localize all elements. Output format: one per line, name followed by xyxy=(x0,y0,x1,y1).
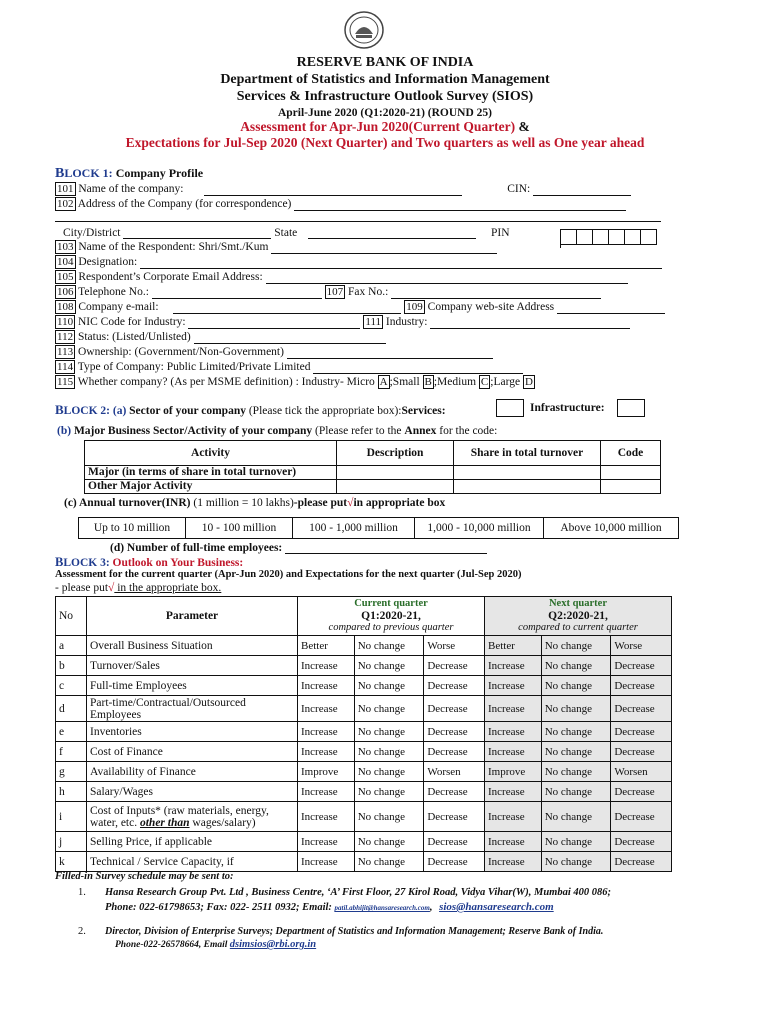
next-quarter-header xyxy=(484,597,671,636)
cur-option-1[interactable]: Increase xyxy=(298,696,355,722)
num-108: 108 xyxy=(57,301,74,313)
row-parameter xyxy=(87,636,298,656)
employees-field[interactable] xyxy=(285,541,487,554)
turnover-opt-1[interactable]: Up to 10 million xyxy=(79,518,186,539)
parameter-text: Cost of Inputs* (raw materials, energy, water, etc. xyxy=(90,804,269,829)
annex-label: Annex xyxy=(404,425,437,437)
next-option-1[interactable]: Increase xyxy=(484,832,541,852)
label-106: Telephone No.: xyxy=(78,286,149,298)
next-option-3[interactable]: Decrease xyxy=(611,782,672,802)
outlook-row xyxy=(56,676,672,696)
other-code-cell[interactable] xyxy=(601,480,661,494)
website-field[interactable] xyxy=(557,301,665,314)
row-113 xyxy=(55,345,493,359)
next-option-2[interactable]: No change xyxy=(541,742,611,762)
block1-b: B xyxy=(55,166,65,181)
label-107: Fax No.: xyxy=(348,286,389,298)
sent-to-label: Filled-in Survey schedule may be sent to: xyxy=(55,871,234,882)
num-101: 101 xyxy=(57,183,74,195)
cur-option-2[interactable]: No change xyxy=(354,696,424,722)
next-option-3[interactable]: Decrease xyxy=(611,676,672,696)
outlook-row xyxy=(56,832,672,852)
major-desc-cell[interactable] xyxy=(337,466,454,480)
addr1-num: 1. xyxy=(78,887,86,898)
num-106: 106 xyxy=(57,286,74,298)
other-desc-cell[interactable] xyxy=(337,480,454,494)
company-name-field[interactable] xyxy=(204,183,462,196)
col-no: No xyxy=(56,597,87,636)
cur-option-2[interactable]: No change xyxy=(354,656,424,676)
next-q-title: Next quarter xyxy=(548,598,607,609)
cur-q-period: Q1:2020-21, xyxy=(361,610,421,622)
msme-large-label: ;Large xyxy=(490,376,521,388)
put-text: - please put xyxy=(55,582,109,594)
parameter-text: Selling Price, if applicable xyxy=(90,835,212,848)
next-option-1[interactable]: Increase xyxy=(484,722,541,742)
parameter-text: Cost of Finance xyxy=(90,745,163,758)
label-113: Ownership: (Government/Non-Government) xyxy=(77,346,284,358)
row-major: Major (in terms of share in total turnover) xyxy=(85,466,337,480)
telephone-field[interactable] xyxy=(152,286,322,299)
company-type-field[interactable] xyxy=(313,361,523,374)
next-option-3[interactable]: Decrease xyxy=(611,722,672,742)
outlook-row xyxy=(56,782,672,802)
row-city xyxy=(55,226,510,239)
dept-title: Department of Statistics and Information Management xyxy=(220,72,550,87)
row-letter: b xyxy=(56,656,87,676)
addr1-line1: Hansa Research Group Pvt. Ltd , Business Centre, ‘A’ First Floor, 27 Kirol Road, Vidya Vihar(W), Mumbai 400 086; xyxy=(105,887,612,898)
row-104 xyxy=(55,255,662,269)
put-check: √ xyxy=(108,582,115,594)
row-106 xyxy=(55,285,601,299)
msme-box-d[interactable]: D xyxy=(524,376,533,388)
row-letter: g xyxy=(56,762,87,782)
next-option-2[interactable]: No change xyxy=(541,832,611,852)
label-115: Whether company? (As per MSME definition) : Industry- Micro xyxy=(77,376,375,388)
num-113: 113 xyxy=(57,346,74,358)
label-112: Status: (Listed/Unlisted) xyxy=(77,331,191,343)
outlook-row xyxy=(56,696,672,722)
cur-option-3[interactable]: Decrease xyxy=(424,852,485,872)
fax-field[interactable] xyxy=(391,286,601,299)
col-description: Description xyxy=(337,441,454,466)
row-letter: c xyxy=(56,676,87,696)
parameter-text: Part-time/Contractual/Outsourced Employees xyxy=(90,696,246,721)
cur-option-3[interactable]: Decrease xyxy=(424,676,485,696)
next-option-3[interactable]: Worse xyxy=(611,636,672,656)
next-option-1[interactable]: Increase xyxy=(484,782,541,802)
row-letter: i xyxy=(56,802,87,832)
turnover-opt-3[interactable]: 100 - 1,000 million xyxy=(293,518,415,539)
num-112: 112 xyxy=(57,331,74,343)
employees-label: (d) Number of full-time employees: xyxy=(110,542,283,554)
outlook-row xyxy=(56,802,672,832)
row-letter: k xyxy=(56,852,87,872)
expectations-title: Expectations for Jul-Sep 2020 (Next Quarter) and Two quarters as well as One year ahead xyxy=(125,135,645,150)
parameter-end: wages/salary) xyxy=(192,816,256,829)
box-label: in appropriate box xyxy=(353,497,446,509)
parameter-text: Salary/Wages xyxy=(90,785,153,798)
next-option-3[interactable]: Decrease xyxy=(611,832,672,852)
cur-option-3[interactable]: Worsen xyxy=(424,762,485,782)
label-114: Type of Company: Public Limited/Private Limited xyxy=(77,361,311,373)
msme-box-b[interactable]: B xyxy=(424,376,432,388)
col-code: Code xyxy=(601,441,661,466)
label-102: Address of the Company (for correspondence) xyxy=(77,198,292,210)
msme-small-label: ;Small xyxy=(389,376,420,388)
designation-field[interactable] xyxy=(140,256,662,269)
cur-option-3[interactable]: Decrease xyxy=(424,722,485,742)
turnover-opt-2[interactable]: 10 - 100 million xyxy=(186,518,293,539)
next-option-1[interactable]: Increase xyxy=(484,676,541,696)
next-option-2[interactable]: No change xyxy=(541,676,611,696)
turnover-label: (c) Annual turnover(INR) xyxy=(64,497,191,509)
block3-assess: Assessment for the current quarter (Apr-Jun 2020) and Expectations for the next quarter (Jul-Sep 2020) xyxy=(55,569,522,580)
block2-b: B xyxy=(55,402,64,417)
num-102: 102 xyxy=(57,198,74,210)
next-option-1[interactable]: Better xyxy=(484,636,541,656)
pin-boxes[interactable] xyxy=(560,229,657,248)
addr2-line1: Director, Division of Enterprise Surveys; Department of Statistics and Information Management; Reserve Bank of India. xyxy=(105,926,604,937)
city-field[interactable] xyxy=(123,226,271,239)
col-activity: Activity xyxy=(85,441,337,466)
b-label: (b) xyxy=(57,425,72,437)
round-title: April-June 2020 (Q1:2020-21) (ROUND 25) xyxy=(277,107,492,119)
major-hint2: for the code: xyxy=(439,425,498,437)
num-104: 104 xyxy=(57,256,74,268)
block3-b: B xyxy=(55,555,64,569)
cur-option-1[interactable]: Increase xyxy=(298,656,355,676)
cur-option-1[interactable]: Increase xyxy=(298,742,355,762)
row-115 xyxy=(55,375,535,389)
msme-medium-label: ;Medium xyxy=(433,376,477,388)
row-110 xyxy=(55,315,630,329)
infrastructure-checkbox[interactable] xyxy=(617,399,645,417)
major-share-cell[interactable] xyxy=(454,466,601,480)
cur-q-title: Current quarter xyxy=(354,598,428,609)
row-101 xyxy=(55,182,631,196)
block3-put xyxy=(55,582,221,594)
parameter-text: Full-time Employees xyxy=(90,679,187,692)
next-option-1[interactable]: Increase xyxy=(484,696,541,722)
email-link-2[interactable]: sios@hansaresearch.com xyxy=(439,901,554,913)
outlook-row xyxy=(56,656,672,676)
next-option-3[interactable]: Decrease xyxy=(611,742,672,762)
next-option-3[interactable]: Decrease xyxy=(611,852,672,872)
addr2-num: 2. xyxy=(78,926,86,937)
amp-text: & xyxy=(518,119,530,134)
row-105 xyxy=(55,270,628,284)
next-option-2[interactable]: No change xyxy=(541,722,611,742)
major-label: Major Business Sector/Activity of your company xyxy=(73,425,313,437)
turnover-table xyxy=(78,517,679,539)
label-103: Name of the Respondent: Shri/Smt./Kum xyxy=(78,241,269,253)
num-109: 109 xyxy=(406,301,423,313)
rbi-seal-logo xyxy=(343,10,385,50)
cur-option-2[interactable]: No change xyxy=(354,676,424,696)
parameter-text: Overall Business Situation xyxy=(90,639,213,652)
cur-option-3[interactable]: Decrease xyxy=(424,656,485,676)
block2b-title xyxy=(57,425,497,437)
cur-option-3[interactable]: Worse xyxy=(424,636,485,656)
row-103 xyxy=(55,240,497,254)
next-option-3[interactable]: Decrease xyxy=(611,802,672,832)
outlook-row xyxy=(56,762,672,782)
pin-label: PIN xyxy=(491,227,510,239)
parameter-text: Technical / Service Capacity, if xyxy=(90,855,234,868)
cur-option-1[interactable]: Increase xyxy=(298,832,355,852)
turnover-title xyxy=(64,497,445,509)
label-111: Industry: xyxy=(385,316,428,328)
addr2-line2 xyxy=(115,939,316,950)
block3-lock: LOCK 3: xyxy=(63,557,113,569)
num-105: 105 xyxy=(57,271,74,283)
cur-option-2[interactable]: No change xyxy=(354,722,424,742)
num-114: 114 xyxy=(57,361,74,373)
address-field[interactable] xyxy=(294,198,626,211)
addr2-phone: Phone-022-26578664, Email xyxy=(115,940,228,950)
turnover-opt-4[interactable]: 1,000 - 10,000 million xyxy=(415,518,544,539)
block3-title xyxy=(55,555,243,570)
city-label: City/District xyxy=(63,227,121,239)
msme-box-a[interactable]: A xyxy=(379,376,388,388)
cur-option-1[interactable]: Better xyxy=(298,636,355,656)
label-110: NIC Code for Industry: xyxy=(77,316,186,328)
next-option-2[interactable]: No change xyxy=(541,636,611,656)
cur-option-1[interactable]: Increase xyxy=(298,852,355,872)
addr1-comma: , xyxy=(429,902,433,913)
activity-table xyxy=(84,440,661,494)
label-104: Designation: xyxy=(78,256,138,268)
block2-lock: LOCK 2: (a) xyxy=(63,405,127,417)
ownership-field[interactable] xyxy=(287,346,493,359)
put-text-2: in the appropriate box. xyxy=(114,582,222,594)
cur-option-2[interactable]: No change xyxy=(354,832,424,852)
row-102 xyxy=(55,197,626,211)
num-110: 110 xyxy=(57,316,74,328)
row-letter: j xyxy=(56,832,87,852)
row-letter: f xyxy=(56,742,87,762)
label-105: Respondent’s Corporate Email Address: xyxy=(78,271,263,283)
num-103: 103 xyxy=(57,241,74,253)
parameter-text: Inventories xyxy=(90,725,142,738)
cur-option-1[interactable]: Increase xyxy=(298,676,355,696)
next-option-2[interactable]: No change xyxy=(541,802,611,832)
next-option-1[interactable]: Increase xyxy=(484,742,541,762)
row-parameter xyxy=(87,762,298,782)
next-option-2[interactable]: No change xyxy=(541,782,611,802)
services-label: Services: xyxy=(401,405,446,417)
next-option-3[interactable]: Decrease xyxy=(611,696,672,722)
cur-option-1[interactable]: Increase xyxy=(298,802,355,832)
row-parameter xyxy=(87,722,298,742)
row-parameter xyxy=(87,696,298,722)
next-option-3[interactable]: Decrease xyxy=(611,656,672,676)
org-title: RESERVE BANK OF INDIA xyxy=(296,55,474,70)
status-field[interactable] xyxy=(194,331,386,344)
outlook-row xyxy=(56,742,672,762)
block3-outlook: Outlook on Your Business: xyxy=(112,557,244,569)
next-option-3[interactable]: Worsen xyxy=(611,762,672,782)
row-parameter xyxy=(87,742,298,762)
put-label: -please put xyxy=(293,497,348,509)
assessment-text: Assessment for Apr-Jun 2020(Current Quarter) xyxy=(240,119,516,134)
industry-field[interactable] xyxy=(430,316,630,329)
cur-option-1[interactable]: Increase xyxy=(298,782,355,802)
employees-row xyxy=(110,541,487,554)
row-parameter xyxy=(87,676,298,696)
row-parameter xyxy=(87,656,298,676)
row-letter: a xyxy=(56,636,87,656)
cur-option-2[interactable]: No change xyxy=(354,852,424,872)
turnover-hint: (1 million = 10 lakhs) xyxy=(193,497,294,509)
next-option-1[interactable]: Increase xyxy=(484,656,541,676)
next-option-2[interactable]: No change xyxy=(541,852,611,872)
email-link-3[interactable]: dsimsios@rbi.org.in xyxy=(229,939,317,950)
outlook-row xyxy=(56,852,672,872)
respondent-field[interactable] xyxy=(271,241,497,254)
services-checkbox[interactable] xyxy=(496,399,524,417)
label-101: Name of the company: xyxy=(78,183,184,195)
next-option-2[interactable]: No change xyxy=(541,656,611,676)
cur-option-3[interactable]: Decrease xyxy=(424,802,485,832)
cur-option-2[interactable]: No change xyxy=(354,782,424,802)
row-parameter xyxy=(87,832,298,852)
cur-option-3[interactable]: Decrease xyxy=(424,832,485,852)
row-114 xyxy=(55,360,523,374)
block1-title xyxy=(55,166,203,182)
block1-lock: LOCK 1: xyxy=(64,166,116,180)
nic-field[interactable] xyxy=(188,316,360,329)
row-parameter xyxy=(87,782,298,802)
current-quarter-header xyxy=(298,597,485,636)
row-108 xyxy=(55,300,665,314)
num-107: 107 xyxy=(326,286,344,298)
assessment-title xyxy=(0,119,770,135)
sector-label: Sector of your company xyxy=(129,405,246,417)
cur-option-1[interactable]: Increase xyxy=(298,722,355,742)
cur-option-2[interactable]: No change xyxy=(354,802,424,832)
outlook-table xyxy=(55,596,672,872)
block1-name: Company Profile xyxy=(115,166,204,180)
cur-option-2[interactable]: No change xyxy=(354,762,424,782)
row-other-major: Other Major Activity xyxy=(85,480,337,494)
cur-option-2[interactable]: No change xyxy=(354,742,424,762)
cur-option-3[interactable]: Decrease xyxy=(424,782,485,802)
check-mark: √ xyxy=(347,497,354,509)
next-q-compare: compared to current quarter xyxy=(518,622,638,633)
state-label: State xyxy=(274,227,298,239)
survey-title: Services & Infrastructure Outlook Survey (SIOS) xyxy=(236,89,534,104)
label-108: Company e-mail: xyxy=(78,301,159,313)
addr1-phone: Phone: 022-61798653; Fax: 022- 2511 0932; Email: xyxy=(105,902,332,913)
major-hint: (Please refer to the xyxy=(315,425,402,437)
label-109: Company web-site Address xyxy=(427,301,555,313)
cur-option-2[interactable]: No change xyxy=(354,636,424,656)
sector-hint: (Please tick the appropriate box): xyxy=(248,405,402,417)
next-option-1[interactable]: Increase xyxy=(484,802,541,832)
msme-box-c[interactable]: C xyxy=(480,376,489,388)
parameter-emphasis: other than xyxy=(139,816,190,829)
row-112 xyxy=(55,330,386,344)
outlook-row xyxy=(56,636,672,656)
infrastructure-label: Infrastructure: xyxy=(530,402,605,414)
row-parameter xyxy=(87,852,298,872)
major-code-cell[interactable] xyxy=(601,466,661,480)
respondent-email-field[interactable] xyxy=(266,271,628,284)
address-line-2[interactable] xyxy=(55,221,661,222)
num-111: 111 xyxy=(365,316,382,328)
parameter-text: Availability of Finance xyxy=(90,765,196,778)
row-parameter xyxy=(87,802,298,832)
addr1-line2 xyxy=(105,901,554,913)
next-option-1[interactable]: Improve xyxy=(484,762,541,782)
row-letter: h xyxy=(56,782,87,802)
cur-q-compare: compared to previous quarter xyxy=(328,622,454,633)
block2-title xyxy=(55,402,446,418)
cin-field[interactable] xyxy=(533,183,631,196)
state-field[interactable] xyxy=(308,226,476,239)
num-115: 115 xyxy=(57,376,74,388)
col-share: Share in total turnover xyxy=(454,441,601,466)
email-link-1[interactable]: patil.abhijit@hansaresearch.com xyxy=(334,904,430,912)
turnover-opt-5[interactable]: Above 10,000 million xyxy=(544,518,679,539)
row-letter: d xyxy=(56,696,87,722)
company-email-field[interactable] xyxy=(173,301,401,314)
other-share-cell[interactable] xyxy=(454,480,601,494)
next-option-2[interactable]: No change xyxy=(541,762,611,782)
cur-option-1[interactable]: Improve xyxy=(298,762,355,782)
next-option-2[interactable]: No change xyxy=(541,696,611,722)
outlook-row xyxy=(56,722,672,742)
cur-option-3[interactable]: Decrease xyxy=(424,696,485,722)
cur-option-3[interactable]: Decrease xyxy=(424,742,485,762)
col-parameter: Parameter xyxy=(87,597,298,636)
row-letter: e xyxy=(56,722,87,742)
next-option-1[interactable]: Increase xyxy=(484,852,541,872)
next-q-period: Q2:2020-21, xyxy=(548,610,608,622)
cin-label: CIN: xyxy=(507,183,531,195)
parameter-text: Turnover/Sales xyxy=(90,659,160,672)
